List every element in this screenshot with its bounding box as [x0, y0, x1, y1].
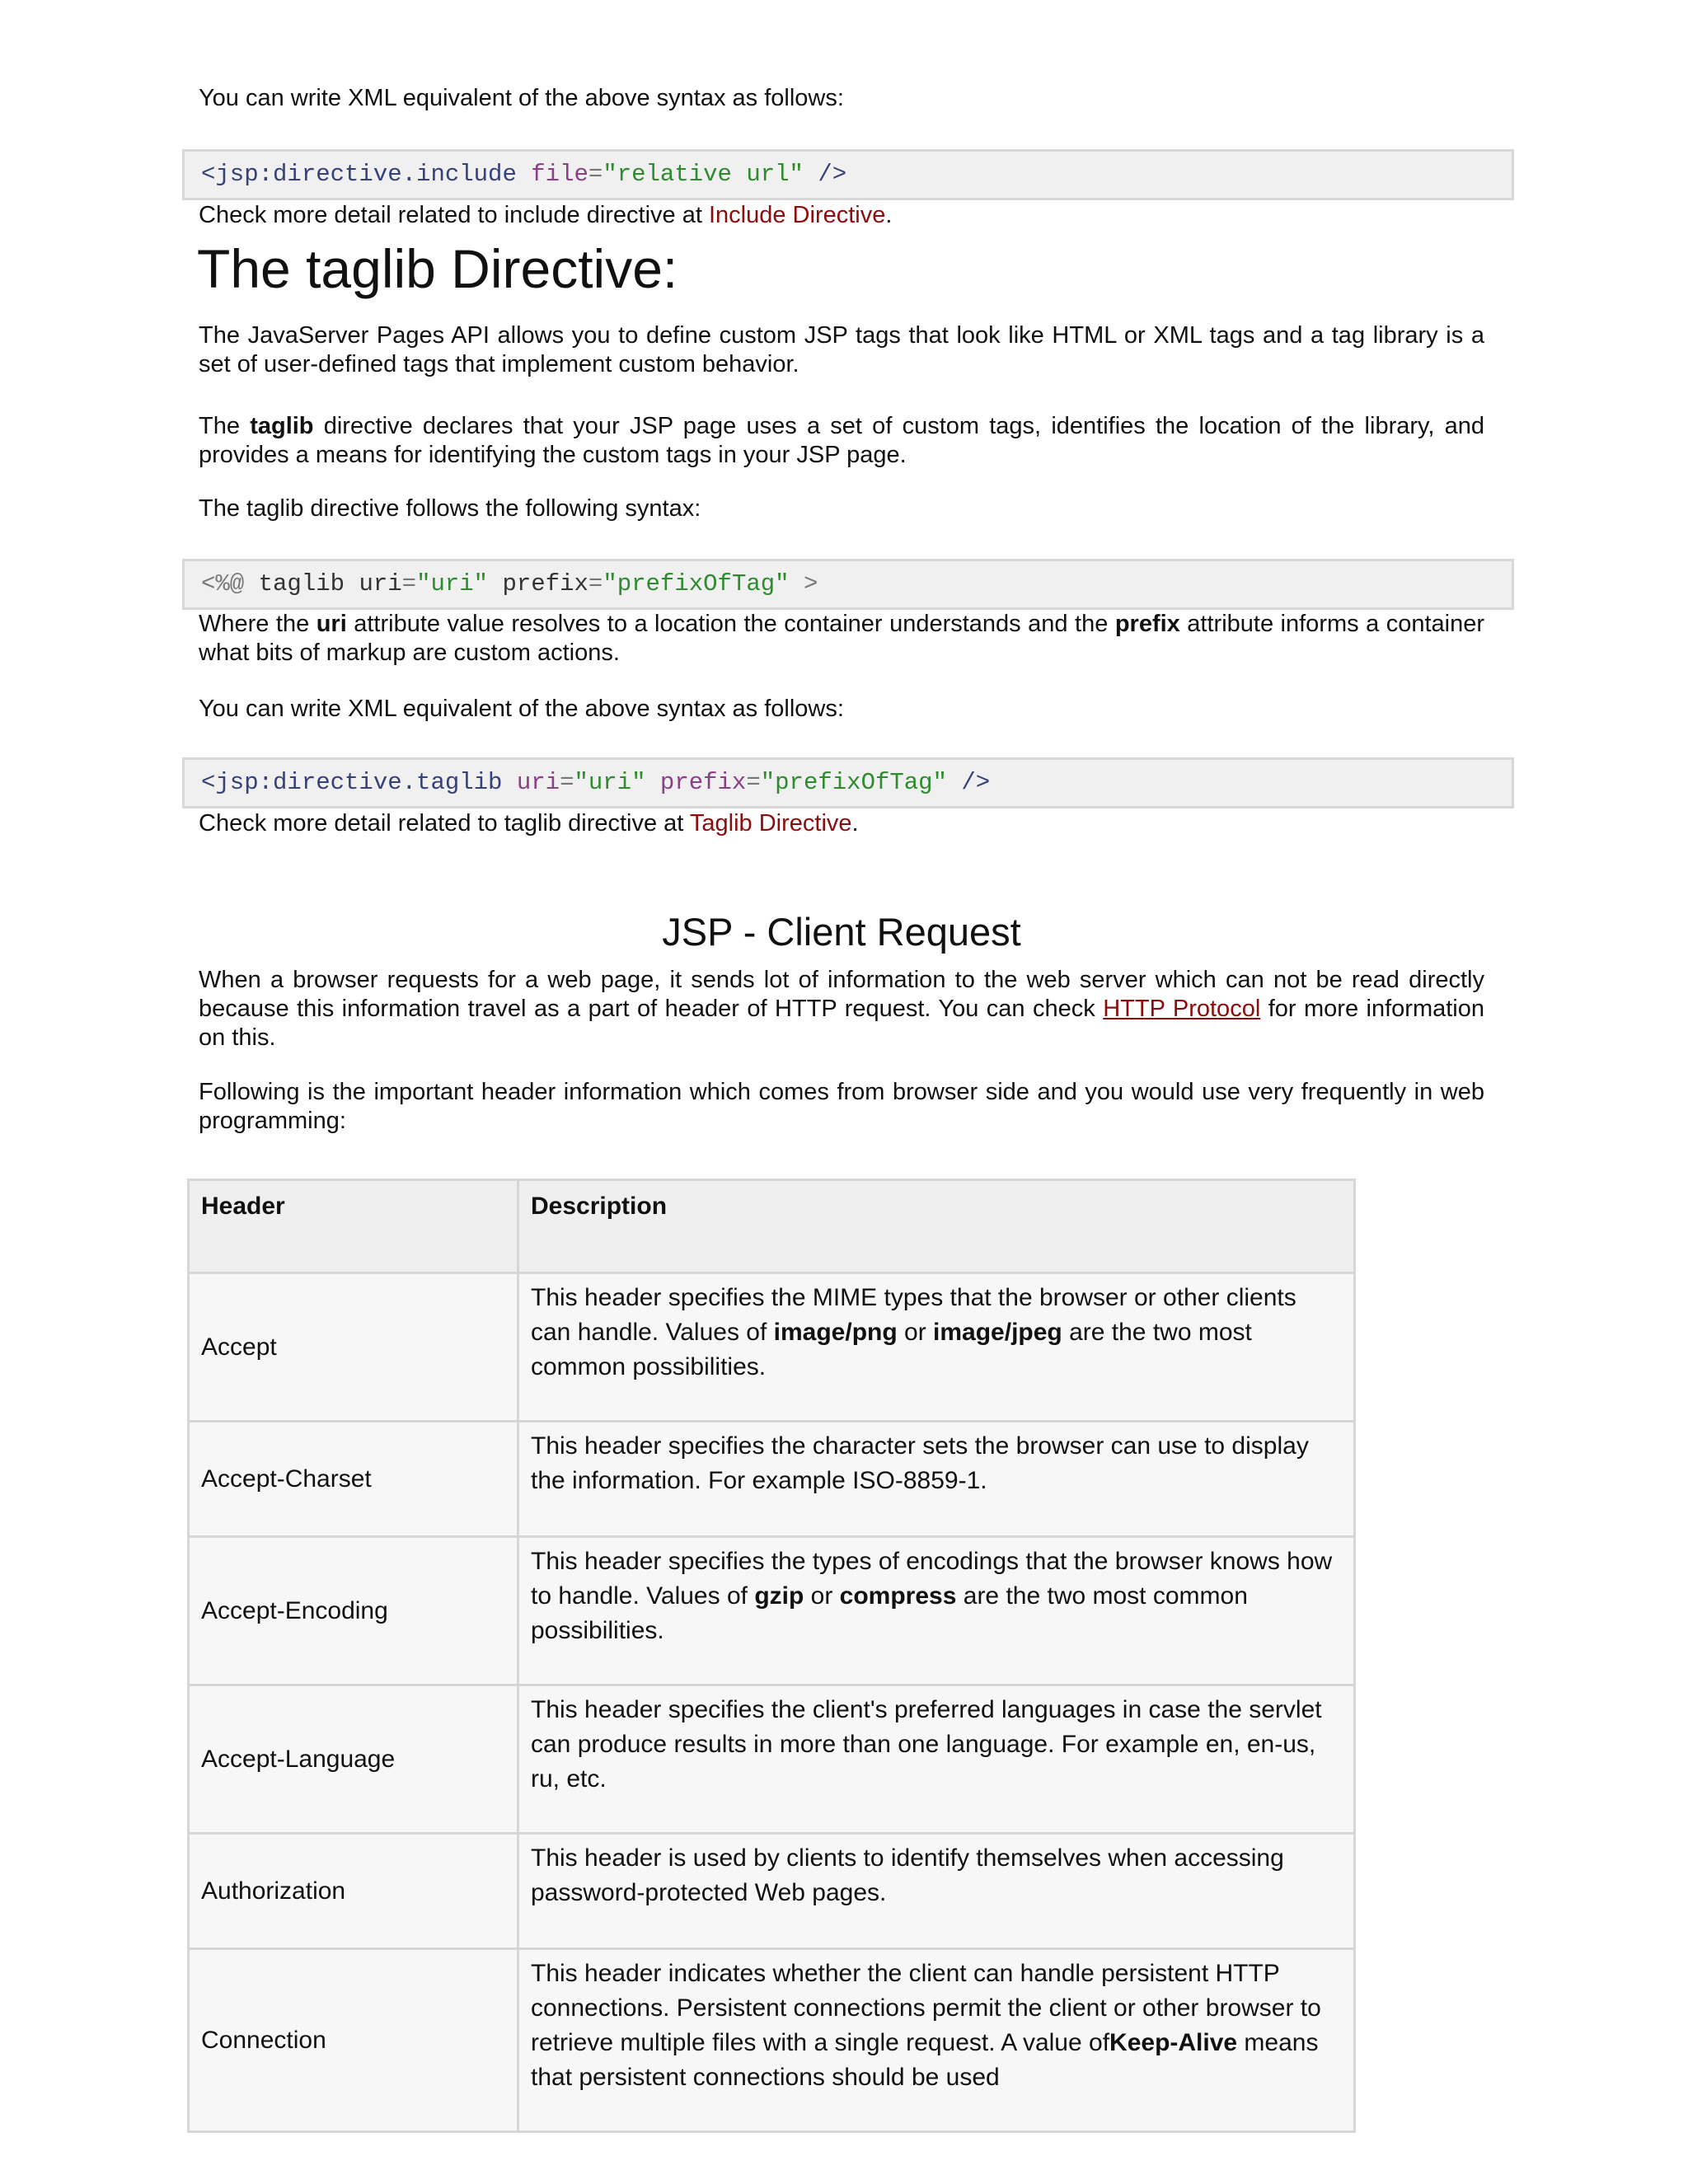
- description-bold-term: image/jpeg: [933, 1319, 1062, 1346]
- code-value: "prefixOfTag": [760, 769, 947, 796]
- client-paragraph-2: Following is the important header information which comes from browser side and you would use very frequently in web programming:: [199, 1079, 1484, 1134]
- taglib-check-end: .: [851, 810, 859, 837]
- uri-bold: uri: [316, 611, 347, 637]
- description-bold-term: image/png: [773, 1319, 898, 1346]
- taglib-directive-link[interactable]: Taglib Directive: [689, 810, 852, 837]
- table-row: [189, 1685, 1355, 1834]
- code-value: "prefixOfTag": [603, 570, 790, 598]
- description-text: This header specifies the types of encodings that the browser knows how to handle. Values of: [531, 1548, 1333, 1610]
- description-text: This header indicates whether the client can handle persistent HTTP connections. Persistent connections permit the client or other browser to retrieve multiple files with a single request. A value of: [531, 1960, 1321, 2056]
- code-equals: =: [588, 161, 603, 188]
- where-a: Where the: [199, 611, 316, 637]
- description-text: are the two most common possibilities.: [531, 1582, 1248, 1644]
- taglib-check-label: Check more detail related to taglib directive at: [199, 810, 690, 837]
- client-paragraph-1: [199, 966, 1484, 1052]
- table-row: [189, 1834, 1355, 1949]
- header-name-cell: Accept-Language: [189, 1685, 518, 1834]
- code-tag: <jsp:directive.taglib: [201, 769, 503, 796]
- description-text: means that persistent connections should be used: [531, 2029, 1319, 2091]
- table-body: [189, 1273, 1355, 2132]
- client-request-heading: JSP - Client Request: [662, 910, 1021, 954]
- code-close: />: [803, 161, 847, 188]
- client-p1-end: for more information on this.: [199, 996, 1484, 1051]
- description-bold-term: gzip: [754, 1582, 804, 1610]
- header-name-cell: Authorization: [189, 1834, 518, 1949]
- header-description-cell: [518, 1685, 1355, 1834]
- code-tag: <jsp:directive.include: [201, 161, 517, 188]
- column-header-description: Description: [518, 1180, 1355, 1273]
- header-name-cell: Accept-Encoding: [189, 1537, 518, 1685]
- taglib-p2-post: directive declares that your JSP page uses a set of custom tags, identifies the location of the library, and provides a means for identifying the custom tags in your JSP page.: [199, 413, 1485, 468]
- include-check-end: .: [885, 202, 893, 228]
- code-block-include-xml: [182, 149, 1514, 200]
- taglib-heading: The taglib Directive:: [197, 238, 678, 299]
- table-row: [189, 1949, 1355, 2132]
- code-close: />: [947, 769, 991, 796]
- description-text: This header is used by clients to identify themselves when accessing password-protected Web pages.: [531, 1844, 1284, 1906]
- prefix-bold: prefix: [1114, 611, 1180, 637]
- http-protocol-link[interactable]: HTTP Protocol: [1103, 996, 1261, 1022]
- code-block-taglib-xml: [182, 757, 1514, 808]
- description-text: or: [804, 1582, 840, 1610]
- description-text: are the two most common possibilities.: [531, 1319, 1252, 1380]
- description-text: or: [897, 1319, 934, 1346]
- code-value: "relative url": [603, 161, 804, 188]
- header-name-cell: Connection: [189, 1949, 518, 2132]
- description-text: This header specifies the MIME types that the browser or other clients can handle. Values of: [531, 1284, 1296, 1346]
- code-attr: prefix: [488, 570, 588, 598]
- code-equals: =: [401, 570, 417, 598]
- description-bold-term: compress: [839, 1582, 957, 1610]
- code-value: "uri": [416, 570, 489, 598]
- where-c: attribute value resolves to a location the container understands and the: [346, 611, 1115, 637]
- where-d: attribute informs a container what bits of markup are custom actions.: [199, 611, 1485, 666]
- description-text: This header specifies the character sets the browser can use to display the information. For example ISO-8859-1.: [531, 1432, 1309, 1494]
- taglib-p2-pre: The: [199, 413, 251, 439]
- include-directive-link[interactable]: Include Directive: [708, 202, 886, 228]
- header-description-cell: [518, 1949, 1355, 2132]
- taglib-check-text: [199, 809, 1484, 838]
- xml-intro-text-2: You can write XML equivalent of the above syntax as follows:: [199, 696, 844, 722]
- code-attr: uri: [502, 769, 560, 796]
- where-paragraph: [199, 610, 1484, 668]
- taglib-syntax-text: The taglib directive follows the following syntax:: [199, 495, 701, 522]
- header-description-cell: [518, 1537, 1355, 1685]
- header-description-cell: [518, 1834, 1355, 1949]
- table-row: [189, 1273, 1355, 1422]
- code-value: "uri": [574, 769, 646, 796]
- code-equals: =: [560, 769, 574, 796]
- code-attr: prefix: [645, 769, 747, 796]
- header-description-cell: [518, 1422, 1355, 1537]
- header-table: [187, 1179, 1356, 2133]
- table-row: [189, 1422, 1355, 1537]
- taglib-paragraph-1: The JavaServer Pages API allows you to define custom JSP tags that look like HTML or XML tags and a tag library is a set of user-defined tags that implement custom behavior.: [199, 322, 1484, 377]
- code-equals: =: [588, 570, 603, 598]
- taglib-bold: taglib: [250, 413, 314, 439]
- table-row: [189, 1537, 1355, 1685]
- table-header-row: [189, 1180, 1355, 1273]
- description-text: This header specifies the client's preferred languages in case the servlet can produce results in more than one language. For example en, en-us, ru, etc.: [531, 1696, 1322, 1793]
- code-close: >: [789, 570, 818, 598]
- include-check-label: Check more detail related to include directive at: [199, 202, 709, 228]
- taglib-paragraph-2: [199, 412, 1484, 470]
- column-header-header: Header: [189, 1180, 518, 1273]
- code-block-taglib: [182, 559, 1514, 610]
- code-keyword: taglib uri: [244, 570, 402, 598]
- header-name-cell: Accept: [189, 1273, 518, 1422]
- client-p1-text: When a browser requests for a web page, it sends lot of information to the web server which can not be read directly because this information travel as a part of header of HTTP request. You can check: [199, 967, 1484, 1022]
- code-open: <%@: [201, 570, 245, 598]
- header-description-cell: [518, 1273, 1355, 1422]
- code-attr: file: [531, 161, 588, 188]
- include-check-text: [199, 201, 1484, 230]
- header-name-cell: Accept-Charset: [189, 1422, 518, 1537]
- xml-intro-text: You can write XML equivalent of the above syntax as follows:: [199, 85, 844, 111]
- code-equals: =: [746, 769, 761, 796]
- description-bold-term: Keep-Alive: [1109, 2029, 1238, 2056]
